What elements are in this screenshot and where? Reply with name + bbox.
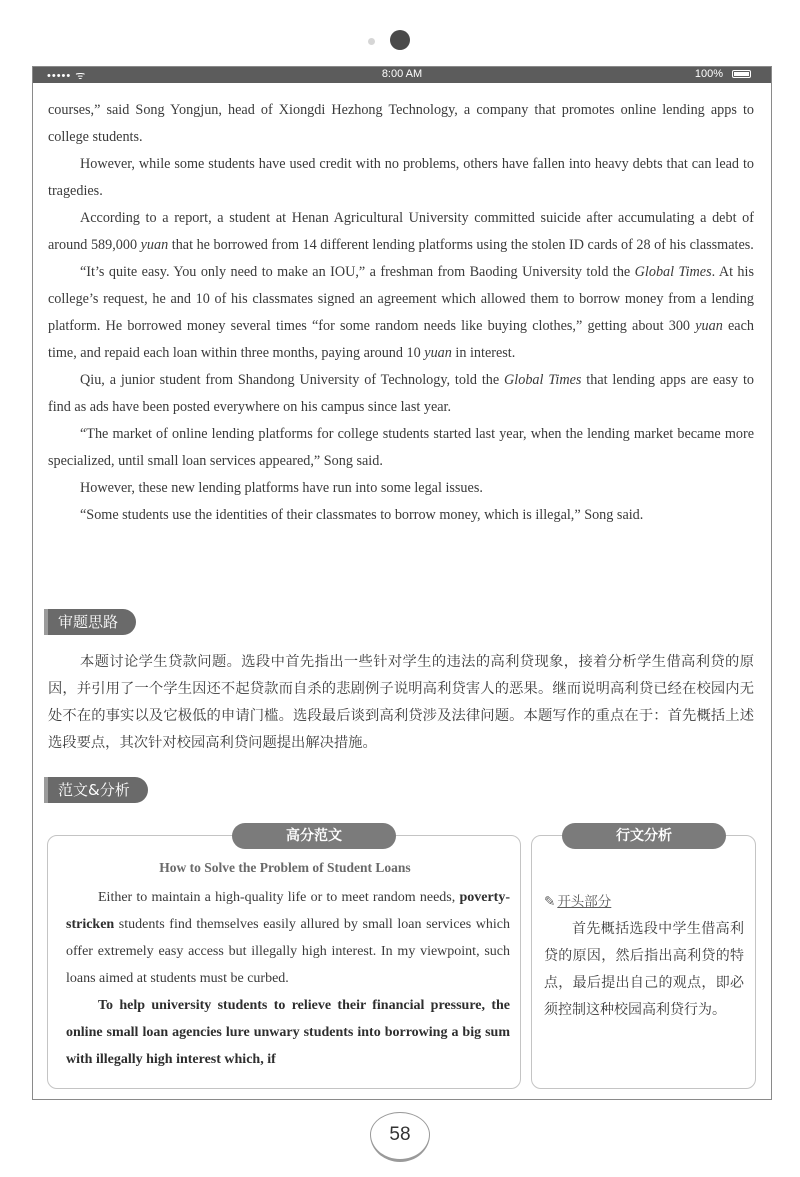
analysis-pill-label: 行文分析	[562, 823, 726, 849]
battery-percent: 100%	[694, 68, 723, 80]
section-tag-sample-essay: 范文&分析	[48, 777, 148, 803]
analysis-text: 首先概括选段中学生借高利贷的原因，然后指出高利贷的特点，最后提出自己的观点，即必须控制这种校园高利贷行为。	[544, 921, 744, 1018]
status-time: 8:00 AM	[381, 68, 423, 80]
essay-paragraph: Either to maintain a high-quality life or to meet random needs, poverty-stricken students find themselves easily allured by small loan services which offer extremely easy access but illegally high interest. In my viewpoint, such loans aimed at students must be curbed.	[66, 890, 510, 986]
article-paragraph: However, these new lending platforms have run into some legal issues.	[80, 480, 483, 496]
opening-section-label: ✎ 开头部分	[544, 894, 612, 910]
pencil-icon: ✎	[544, 894, 556, 910]
analysis-approach-text: 本题讨论学生贷款问题。选段中首先指出一些针对学生的违法的高利贷现象，接着分析学生借高利贷的原因，并引用了一个学生因还不起贷款而自杀的悲剧例子说明高利贷害人的恶果。继而说明高利贷已经在校园内无处不在的事实以及它极低的申请门槛。选段最后谈到高利贷涉及法律问题。本题写作的重点在于：首先概括上述选段要点，其次针对校园高利贷问题提出解决措施。	[48, 654, 754, 751]
battery-icon	[732, 70, 751, 78]
page-indicator	[0, 30, 800, 52]
article-paragraph: However, while some students have used credit with no problems, others have fallen into heavy debts that can lead to tragedies.	[48, 156, 754, 199]
article-text	[48, 97, 754, 529]
page-dot-active[interactable]	[390, 30, 410, 50]
section-tag-analysis-approach: 审题思路	[48, 609, 136, 635]
writing-analysis-box	[531, 828, 756, 1089]
article-paragraph: Qiu, a junior student from Shandong University of Technology, told the Global Times that lending apps are easy to find as ads have been posted everywhere on his campus since last year.	[48, 372, 754, 415]
page-dot-inactive[interactable]	[368, 38, 375, 45]
essay-title: How to Solve the Problem of Student Loans	[159, 860, 411, 875]
sample-essay-box	[47, 828, 521, 1089]
tablet-screen	[32, 66, 772, 1100]
article-paragraph: “It’s quite easy. You only need to make an IOU,” a freshman from Baoding University told the Global Times. At his college’s request, he and 10 of his classmates signed an agreement which allowed them to borrow money from a lending platform. He borrowed money several times “for some random needs like buying clothes,” getting about 300 yuan each time, and repaid each loan within three months, paying around 10 yuan in interest.	[48, 264, 754, 361]
page-number: 58	[370, 1112, 430, 1162]
status-bar	[33, 67, 771, 83]
article-paragraph: “The market of online lending platforms for college students started last year, when the lending market became more specialized, until small loan services appeared,” Song said.	[48, 426, 754, 469]
essay-body	[66, 884, 510, 1073]
article-paragraph: courses,” said Song Yongjun, head of Xiongdi Hezhong Technology, a company that promotes online lending apps to college students.	[48, 102, 754, 145]
signal-icon: ••••• ᯤ	[47, 70, 87, 82]
article-paragraph: “Some students use the identities of their classmates to borrow money, which is illegal,” Song said.	[80, 507, 644, 523]
essay-pill-label: 高分范文	[232, 823, 396, 849]
essay-paragraph: To help university students to relieve their financial pressure, the online small loan agencies lure unwary students into borrowing a big sum with illegally high interest which, if	[66, 998, 510, 1067]
article-paragraph: According to a report, a student at Henan Agricultural University committed suicide after accumulating a debt of around 589,000 yuan that he borrowed from 14 different lending platforms using the stolen ID cards of 28 of his classmates.	[48, 210, 754, 253]
